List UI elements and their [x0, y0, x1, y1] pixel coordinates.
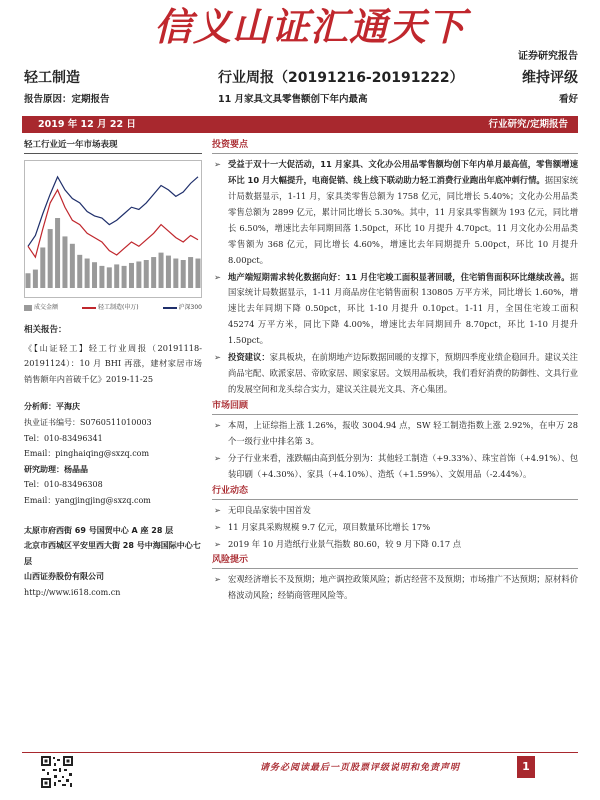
rating-label: 维持评级	[522, 70, 578, 86]
analyst-cert: 执业证书编号：S0760511010003	[24, 417, 152, 427]
company-name: 山西证券股份有限公司	[24, 572, 104, 582]
volume-bar	[40, 248, 45, 289]
related-heading: 相关报告：	[24, 325, 67, 336]
invest-point-1: ➢ 受益于双十一大促活动，11 月家具、文化办公用品零售额均创下年内单月最高值，零售额增速环比 10 月大幅提升，电商促销、线上线下联动助力轻工消费行业跑出年底冲刺行情。据国家统计局数据显示，1-11 月，家具类零售总额为 1758 亿元，同比增长 5.40%；文化办公用品类零售总额为 2899 亿元，累计同比增长 5.30%。其中，11 月家具零售额为 193 亿元，同比增长 6.50%，增速比去年同期回落 1.50pct，环比 10 月提升 4.70pct。11 月文化办公用品类零售额为 368 亿元，同比增长 4.60%，增速比去年同期提升 5.00pct，环比 10 月提升 8.00pct。	[214, 159, 578, 265]
volume-bar	[92, 263, 97, 289]
news-item-3: ➢ 2019 年 10 月造纸行业景气指数 80.60，较 9 月下降 0.17 点	[212, 537, 578, 553]
disclaimer-text: 请务必阅读最后一页股票评级说明和免责声明	[260, 763, 461, 773]
analyst-email[interactable]: Email：pinghaiqing@sxzq.com	[24, 449, 150, 459]
volume-bar	[196, 259, 201, 288]
bullet-arrow-icon: ➢	[214, 419, 221, 430]
assistant-tel: Tel：010-83496308	[24, 480, 103, 490]
volume-bar	[48, 229, 53, 288]
rating-value: 看好	[558, 94, 578, 105]
light-industry-line	[28, 190, 198, 257]
legend-light: 轻工制造(申万)	[82, 304, 139, 313]
volume-bar	[77, 255, 82, 288]
risk-item-1: ➢ 宏观经济增长不及预期；地产调控政策风险；新店经营不及预期；市场推广不达预期；原材料价格波动风险；经销商管理风险等。	[214, 574, 578, 601]
report-date: 2019 年 12 月 22 日	[38, 119, 136, 130]
market-heading: 市场回顾	[212, 400, 578, 415]
bullet-arrow-icon: ➢	[214, 452, 221, 463]
invest-heading: 投资要点	[212, 139, 578, 154]
assistant-name: 研究助理：杨晶晶	[24, 464, 88, 474]
report-reason: 报告原因：定期报告	[24, 94, 110, 105]
volume-bar	[85, 259, 90, 288]
address-block	[24, 523, 202, 601]
volume-bar	[99, 266, 104, 288]
related-report-link[interactable]: 《【山证轻工】轻工行业周报（20191118-20191124）：10 月 BHI 再涨，建材家居市场销售额年内首破千亿》2019-11-25	[24, 342, 202, 384]
news-heading: 行业动态	[212, 485, 578, 500]
chart-svg	[24, 160, 202, 298]
volume-bar	[166, 256, 171, 288]
volume-bar	[70, 244, 75, 288]
invest-point-3: ➢ 投资建议：家具板块，在前期地产边际数据回暖的支撑下，预期四季度业绩企稳回升。建议关注尚品宅配、欧派家居、帝欧家居、顾家家居。文娱用品板块，我们看好消费的防御性、文具行业的发展空间和龙头综合实力，建议关注晨光文具、齐心集团。	[214, 352, 578, 394]
market-point-2: ➢ 分子行业来看，涨跌幅由高到低分别为：其他轻工制造（+9.33%）、珠宝首饰（+4.91%）、包装印刷（+4.30%）、家具（+4.10%）、造纸（+1.59%）、文娱用品（-2.44%）。	[214, 452, 578, 479]
chart-legend	[24, 304, 202, 313]
volume-bar	[136, 262, 141, 289]
volume-bar	[55, 218, 60, 288]
market-point-1: ➢ 本周，上证综指上涨 1.26%，报收 3004.94 点，SW 轻工制造指数上涨 2.92%，在申万 28 个一级行业中排名第 3。	[214, 419, 578, 446]
bullet-arrow-icon: ➢	[214, 521, 221, 532]
report-subtitle: 11 月家具文具零售额创下年内最高	[218, 94, 368, 105]
right-column	[212, 139, 578, 605]
analyst-block	[24, 399, 202, 508]
volume-bar	[151, 257, 156, 288]
company-url[interactable]: http://www.i618.com.cn	[24, 587, 121, 597]
volume-bar	[107, 268, 112, 289]
legend-volume: 成交金额	[24, 304, 58, 313]
volume-bar	[129, 263, 134, 288]
legend-hs300: 沪深300	[163, 304, 202, 313]
logo-text: 信义山证汇通天下	[154, 4, 467, 49]
volume-bar	[26, 274, 31, 289]
report-category: 行业研究/定期报告	[488, 119, 568, 130]
address-taiyuan: 太原市府西街 69 号国贸中心 A 座 28 层	[24, 525, 174, 535]
address-beijing: 北京市西城区平安里西大街 28 号中海国际中心七层	[24, 541, 201, 566]
analyst-name: 分析师：平海庆	[24, 402, 80, 412]
news-item-2: ➢ 11 月家具采购规模 9.7 亿元，项目数量环比增长 17%	[212, 520, 578, 536]
bullet-arrow-icon: ➢	[214, 271, 221, 282]
news-item-1: ➢ 无印良品家装中国首发	[212, 503, 578, 519]
volume-bar	[159, 253, 164, 288]
bullet-arrow-icon: ➢	[214, 504, 221, 515]
bullet-arrow-icon: ➢	[214, 574, 221, 585]
bullet-arrow-icon: ➢	[214, 538, 221, 549]
risk-heading: 风险提示	[212, 554, 578, 569]
report-type: 行业周报（20191216-20191222）	[218, 70, 464, 86]
page-number: 1	[517, 756, 535, 778]
assistant-email[interactable]: Email：yangjingjing@sxzq.com	[24, 495, 151, 505]
volume-bar	[33, 270, 38, 288]
bullet-arrow-icon: ➢	[214, 159, 221, 170]
volume-bar	[144, 260, 149, 288]
chart-title: 轻工行业近一年市场表现	[24, 139, 202, 154]
brand-tag: 证券研究报告	[518, 51, 578, 62]
volume-bar	[188, 257, 193, 288]
volume-bar	[181, 260, 186, 288]
volume-bar	[122, 266, 127, 288]
footer-divider	[22, 752, 578, 753]
company-logo	[150, 0, 480, 52]
left-column	[24, 139, 202, 600]
volume-bar	[173, 259, 178, 288]
bullet-arrow-icon: ➢	[214, 352, 221, 363]
market-chart	[24, 160, 202, 310]
analyst-tel: Tel：010-83496341	[24, 433, 103, 443]
volume-bar	[62, 237, 67, 289]
hs300-line	[28, 177, 198, 246]
qr-code-icon	[40, 755, 74, 789]
invest-point-2: ➢ 地产端短期需求转化数据向好：11 月住宅竣工面积显著回暖，住宅销售面积环比继续改善。据国家统计局数据显示，1-11 月商品房住宅销售面积 130805 万平方米，同比增长 1.60%，增速比去年同期下降 0.50pct，环比 1-10 月提升 0.10pct。1-11 月，全国住宅竣工面积 45274 万平方米，同比下降 4.00%，增速比去年同期回升 8.70pct，环比 1-10 月提升 1.50pct。	[214, 271, 578, 346]
date-bar	[22, 116, 578, 133]
volume-bar	[114, 265, 119, 289]
sector-title: 轻工制造	[24, 70, 80, 86]
